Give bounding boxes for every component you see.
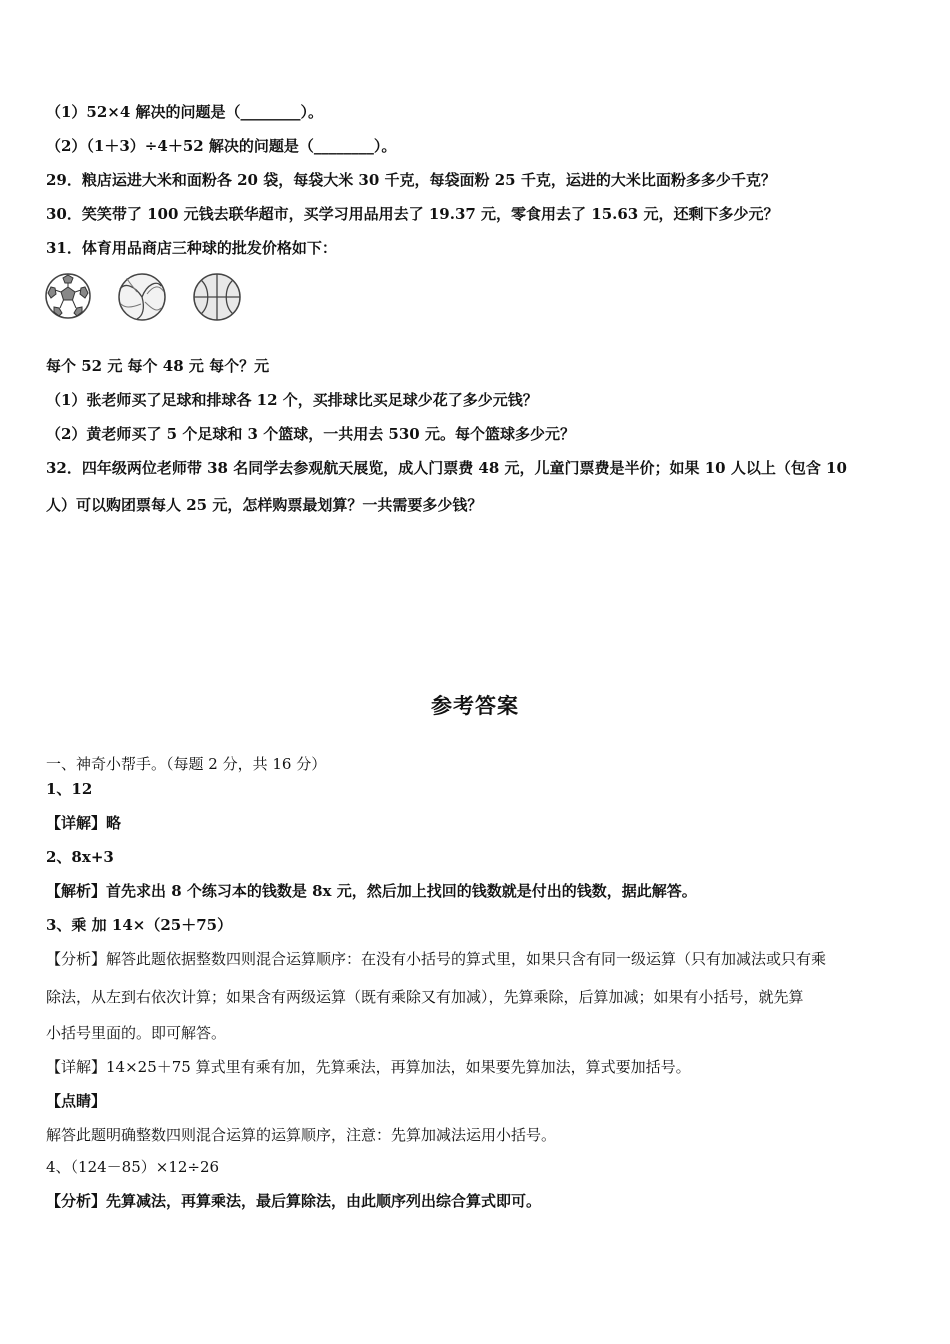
question-32-line-1: 32．四年级两位老师带 38 名同学去参观航天展览，成人门票费 48 元，儿童门票费是半价；如果 10 人以上（包含 10 <box>46 459 847 477</box>
answer-3-point: 【点睛】 <box>46 1092 107 1110</box>
answer-4: 4、（124－85）×12÷26 <box>46 1158 220 1176</box>
volleyball-icon <box>117 272 167 322</box>
answer-3-analysis-line-3: 小括号里面的。即可解答。 <box>46 1024 227 1042</box>
answer-3-analysis-line-2: 除法，从左到右依次计算；如果含有两级运算（既有乘除又有加减），先算乘除，后算加减；如果有小括号，就先算 <box>46 988 804 1006</box>
answer-1-detail: 【详解】略 <box>46 814 122 832</box>
basketball-icon <box>192 272 242 322</box>
answer-3-analysis-line-1: 【分析】解答此题依据整数四则混合运算顺序：在没有小括号的算式里，如果只含有同一级运算（只有加减法或只有乘 <box>46 950 827 968</box>
question-30: 30．笑笑带了 100 元钱去联华超市，买学习用品用去了 19.37 元，零食用去了 15.63 元，还剩下多少元？ <box>46 205 779 223</box>
question-32-line-2: 人）可以购团票每人 25 元，怎样购票最划算？一共需要多少钱？ <box>46 496 483 514</box>
question-28-part-1: （1）52×4 解决的问题是（________）。 <box>46 103 324 121</box>
answer-4-analysis: 【分析】先算减法，再算乘法，最后算除法，由此顺序列出综合算式即可。 <box>46 1192 542 1210</box>
question-31: 31．体育用品商店三种球的批发价格如下： <box>46 239 337 257</box>
answer-3-point-text: 解答此题明确整数四则混合运算的运算顺序，注意：先算加减法运用小括号。 <box>46 1126 557 1144</box>
answer-2: 2、8x+3 <box>46 848 114 866</box>
answer-3: 3、乘 加 14×（25＋75） <box>46 916 233 934</box>
ball-prices: 每个 52 元 每个 48 元 每个？元 <box>46 357 270 375</box>
section-1-heading: 一、神奇小帮手。（每题 2 分，共 16 分） <box>46 755 327 773</box>
answer-3-detail: 【详解】14×25＋75 算式里有乘有加，先算乘法，再算加法，如果要先算加法，算式要加括号。 <box>46 1058 691 1076</box>
question-31-part-2: （2）黄老师买了 5 个足球和 3 个篮球，一共用去 530 元。每个篮球多少元？ <box>46 425 575 443</box>
answers-title: 参考答案 <box>431 694 519 718</box>
answer-1: 1、12 <box>46 780 93 798</box>
question-31-part-1: （1）张老师买了足球和排球各 12 个，买排球比买足球少花了多少元钱？ <box>46 391 538 409</box>
question-28-part-2: （2）（1＋3）÷4＋52 解决的问题是（________）。 <box>46 137 397 155</box>
ball-images <box>44 272 254 322</box>
question-29: 29．粮店运进大米和面粉各 20 袋，每袋大米 30 千克，每袋面粉 25 千克，运进的大米比面粉多多少千克？ <box>46 171 776 189</box>
soccer-ball-icon <box>44 272 92 320</box>
answer-2-analysis: 【解析】首先求出 8 个练习本的钱数是 8x 元，然后加上找回的钱数就是付出的钱数，据此解答。 <box>46 882 697 900</box>
